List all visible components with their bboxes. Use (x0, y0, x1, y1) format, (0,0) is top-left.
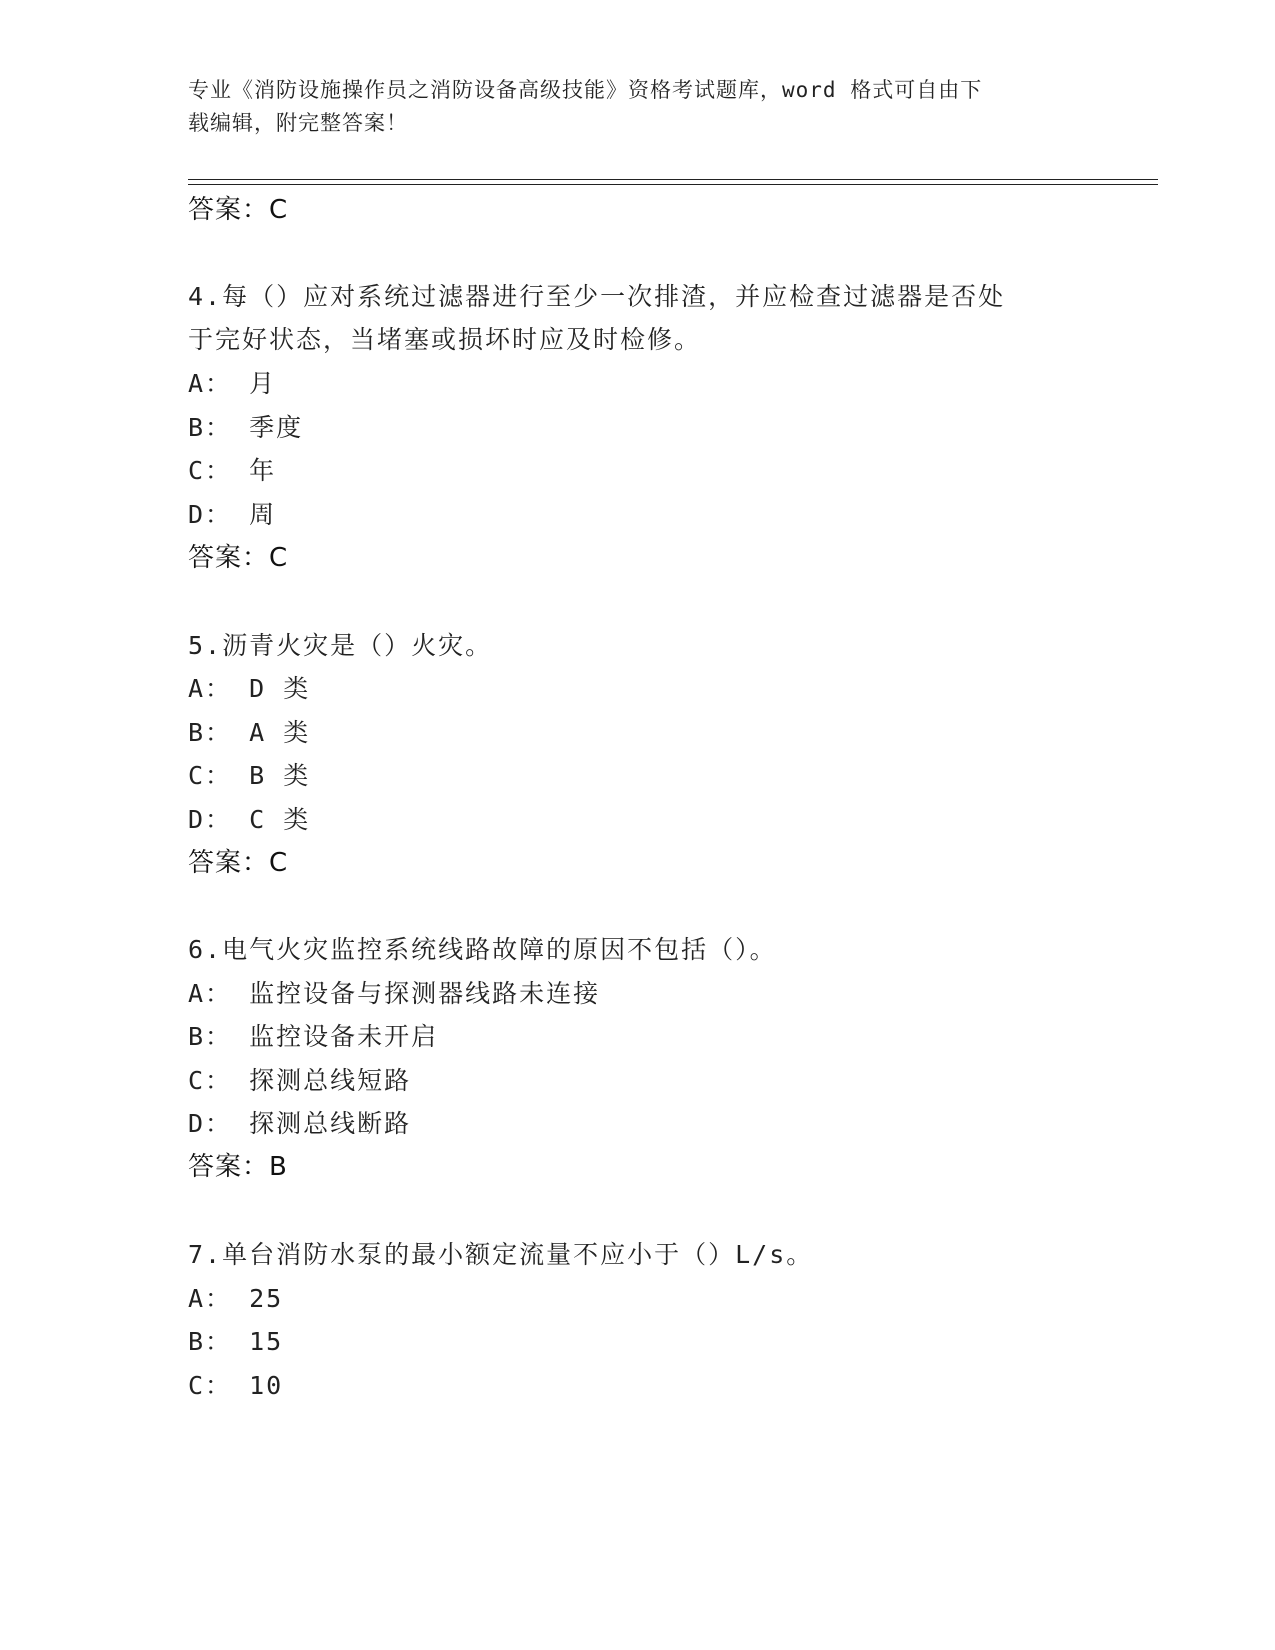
question-4-answer: 答案：C (188, 543, 289, 573)
question-5-option-c: C： B 类 (188, 761, 311, 790)
document-header (188, 74, 1088, 140)
question-4-option-c: C： 年 (188, 456, 277, 485)
question-7-option-c: C： 10 (188, 1371, 284, 1400)
question-4-option-b: B： 季度 (188, 413, 304, 442)
question-5-stem: 5.沥青火灾是（）火灾。 (188, 631, 493, 660)
question-6-option-d: D： 探测总线断路 (188, 1109, 412, 1138)
question-4-option-a: A： 月 (188, 369, 277, 398)
header-line-1: 专业《消防设施操作员之消防设备高级技能》资格考试题库，word 格式可自由下 (188, 78, 983, 102)
question-5-option-d: D： C 类 (188, 805, 311, 834)
question-5-option-a: A： D 类 (188, 674, 311, 703)
previous-answer: 答案：C (188, 195, 289, 225)
header-rule-top (188, 179, 1158, 180)
question-6-option-c: C： 探测总线短路 (188, 1066, 412, 1095)
question-6-option-b: B： 监控设备未开启 (188, 1022, 439, 1051)
question-7-option-b: B： 15 (188, 1327, 284, 1356)
question-6-answer: 答案：B (188, 1152, 288, 1182)
question-7-option-a: A： 25 (188, 1284, 284, 1313)
question-5-answer: 答案：C (188, 848, 289, 878)
header-rule-bottom (188, 184, 1158, 185)
question-6-stem: 6.电气火灾监控系统线路故障的原因不包括（）。 (188, 935, 777, 964)
question-4-option-d: D： 周 (188, 500, 277, 529)
question-6-option-a: A： 监控设备与探测器线路未连接 (188, 979, 601, 1008)
question-4-stem-line-1: 4.每（）应对系统过滤器进行至少一次排渣，并应检查过滤器是否处 (188, 282, 1006, 311)
header-line-2: 载编辑，附完整答案！ (188, 111, 408, 135)
question-5-option-b: B： A 类 (188, 718, 311, 747)
question-4-stem-line-2: 于完好状态，当堵塞或损坏时应及时检修。 (188, 325, 702, 354)
question-7-stem: 7.单台消防水泵的最小额定流量不应小于（）L/s。 (188, 1240, 814, 1269)
